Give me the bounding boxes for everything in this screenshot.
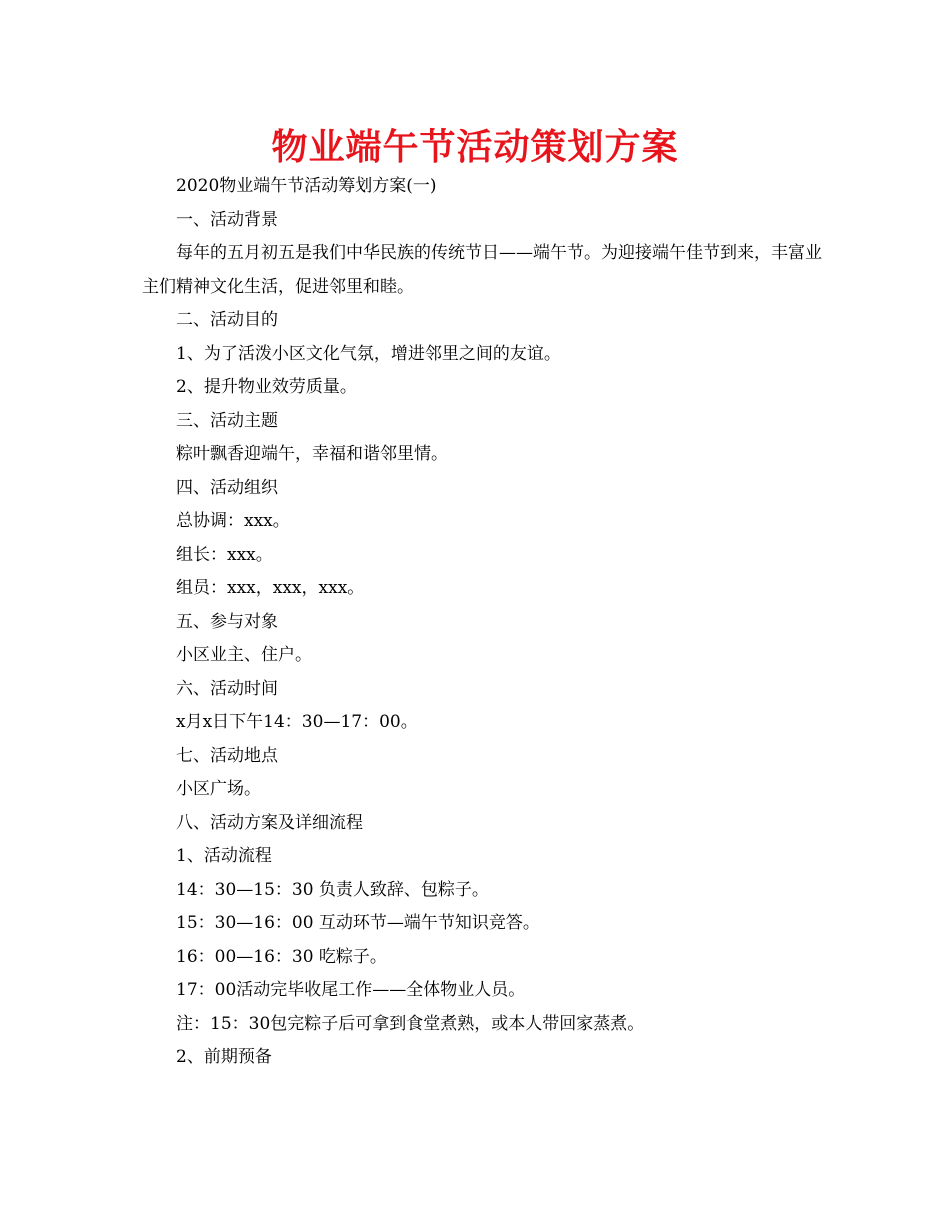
paragraph: 总协调：xxx。	[176, 511, 290, 531]
paragraph: 2、提升物业效劳质量。	[176, 377, 357, 397]
paragraph: 粽叶飘香迎端午，幸福和谐邻里情。	[176, 444, 448, 464]
paragraph: x月x日下午14：30—17：00。	[176, 712, 418, 732]
paragraph: 14：30—15：30 负责人致辞、包粽子。	[176, 879, 489, 900]
section-heading: 二、活动目的	[176, 310, 278, 330]
paragraph: 2、前期预备	[176, 1047, 272, 1067]
paragraph: 17：00活动完毕收尾工作——全体物业人员。	[176, 980, 526, 1000]
section-heading: 六、活动时间	[176, 678, 278, 699]
paragraph: 1、为了活泼小区文化气氛，增进邻里之间的友谊。	[176, 343, 561, 364]
paragraph: 小区广场。	[176, 779, 261, 799]
paragraph: 16：00—16：30 吃粽子。	[176, 946, 387, 967]
section-heading: 三、活动主题	[176, 410, 278, 431]
paragraph: 小区业主、住户。	[176, 645, 312, 665]
section-heading: 一、活动背景	[176, 209, 278, 230]
section-heading: 四、活动组织	[176, 477, 278, 498]
paragraph: 15：30—16：00 互动环节—端午节知识竞答。	[176, 913, 540, 933]
paragraph: 组员：xxx，xxx，xxx。	[176, 578, 365, 598]
paragraph: 组长：xxx。	[176, 544, 273, 565]
paragraph: 2020物业端午节活动筹划方案(一)	[176, 176, 437, 196]
section-heading: 五、参与对象	[176, 611, 278, 632]
section-heading: 八、活动方案及详细流程	[176, 812, 363, 833]
paragraph: 每年的五月初五是我们中华民族的传统节日——端午节。为迎接端午佳节到来，丰富业主们精神文化生活，促进邻里和睦。	[142, 243, 822, 297]
document-body	[142, 170, 822, 1075]
paragraph: 注：15：30包完粽子后可拿到食堂煮熟，或本人带回家蒸煮。	[176, 1013, 645, 1034]
section-heading: 七、活动地点	[176, 745, 278, 766]
paragraph: 1、活动流程	[176, 846, 272, 866]
document-title: 物业端午节活动策划方案	[271, 127, 679, 168]
